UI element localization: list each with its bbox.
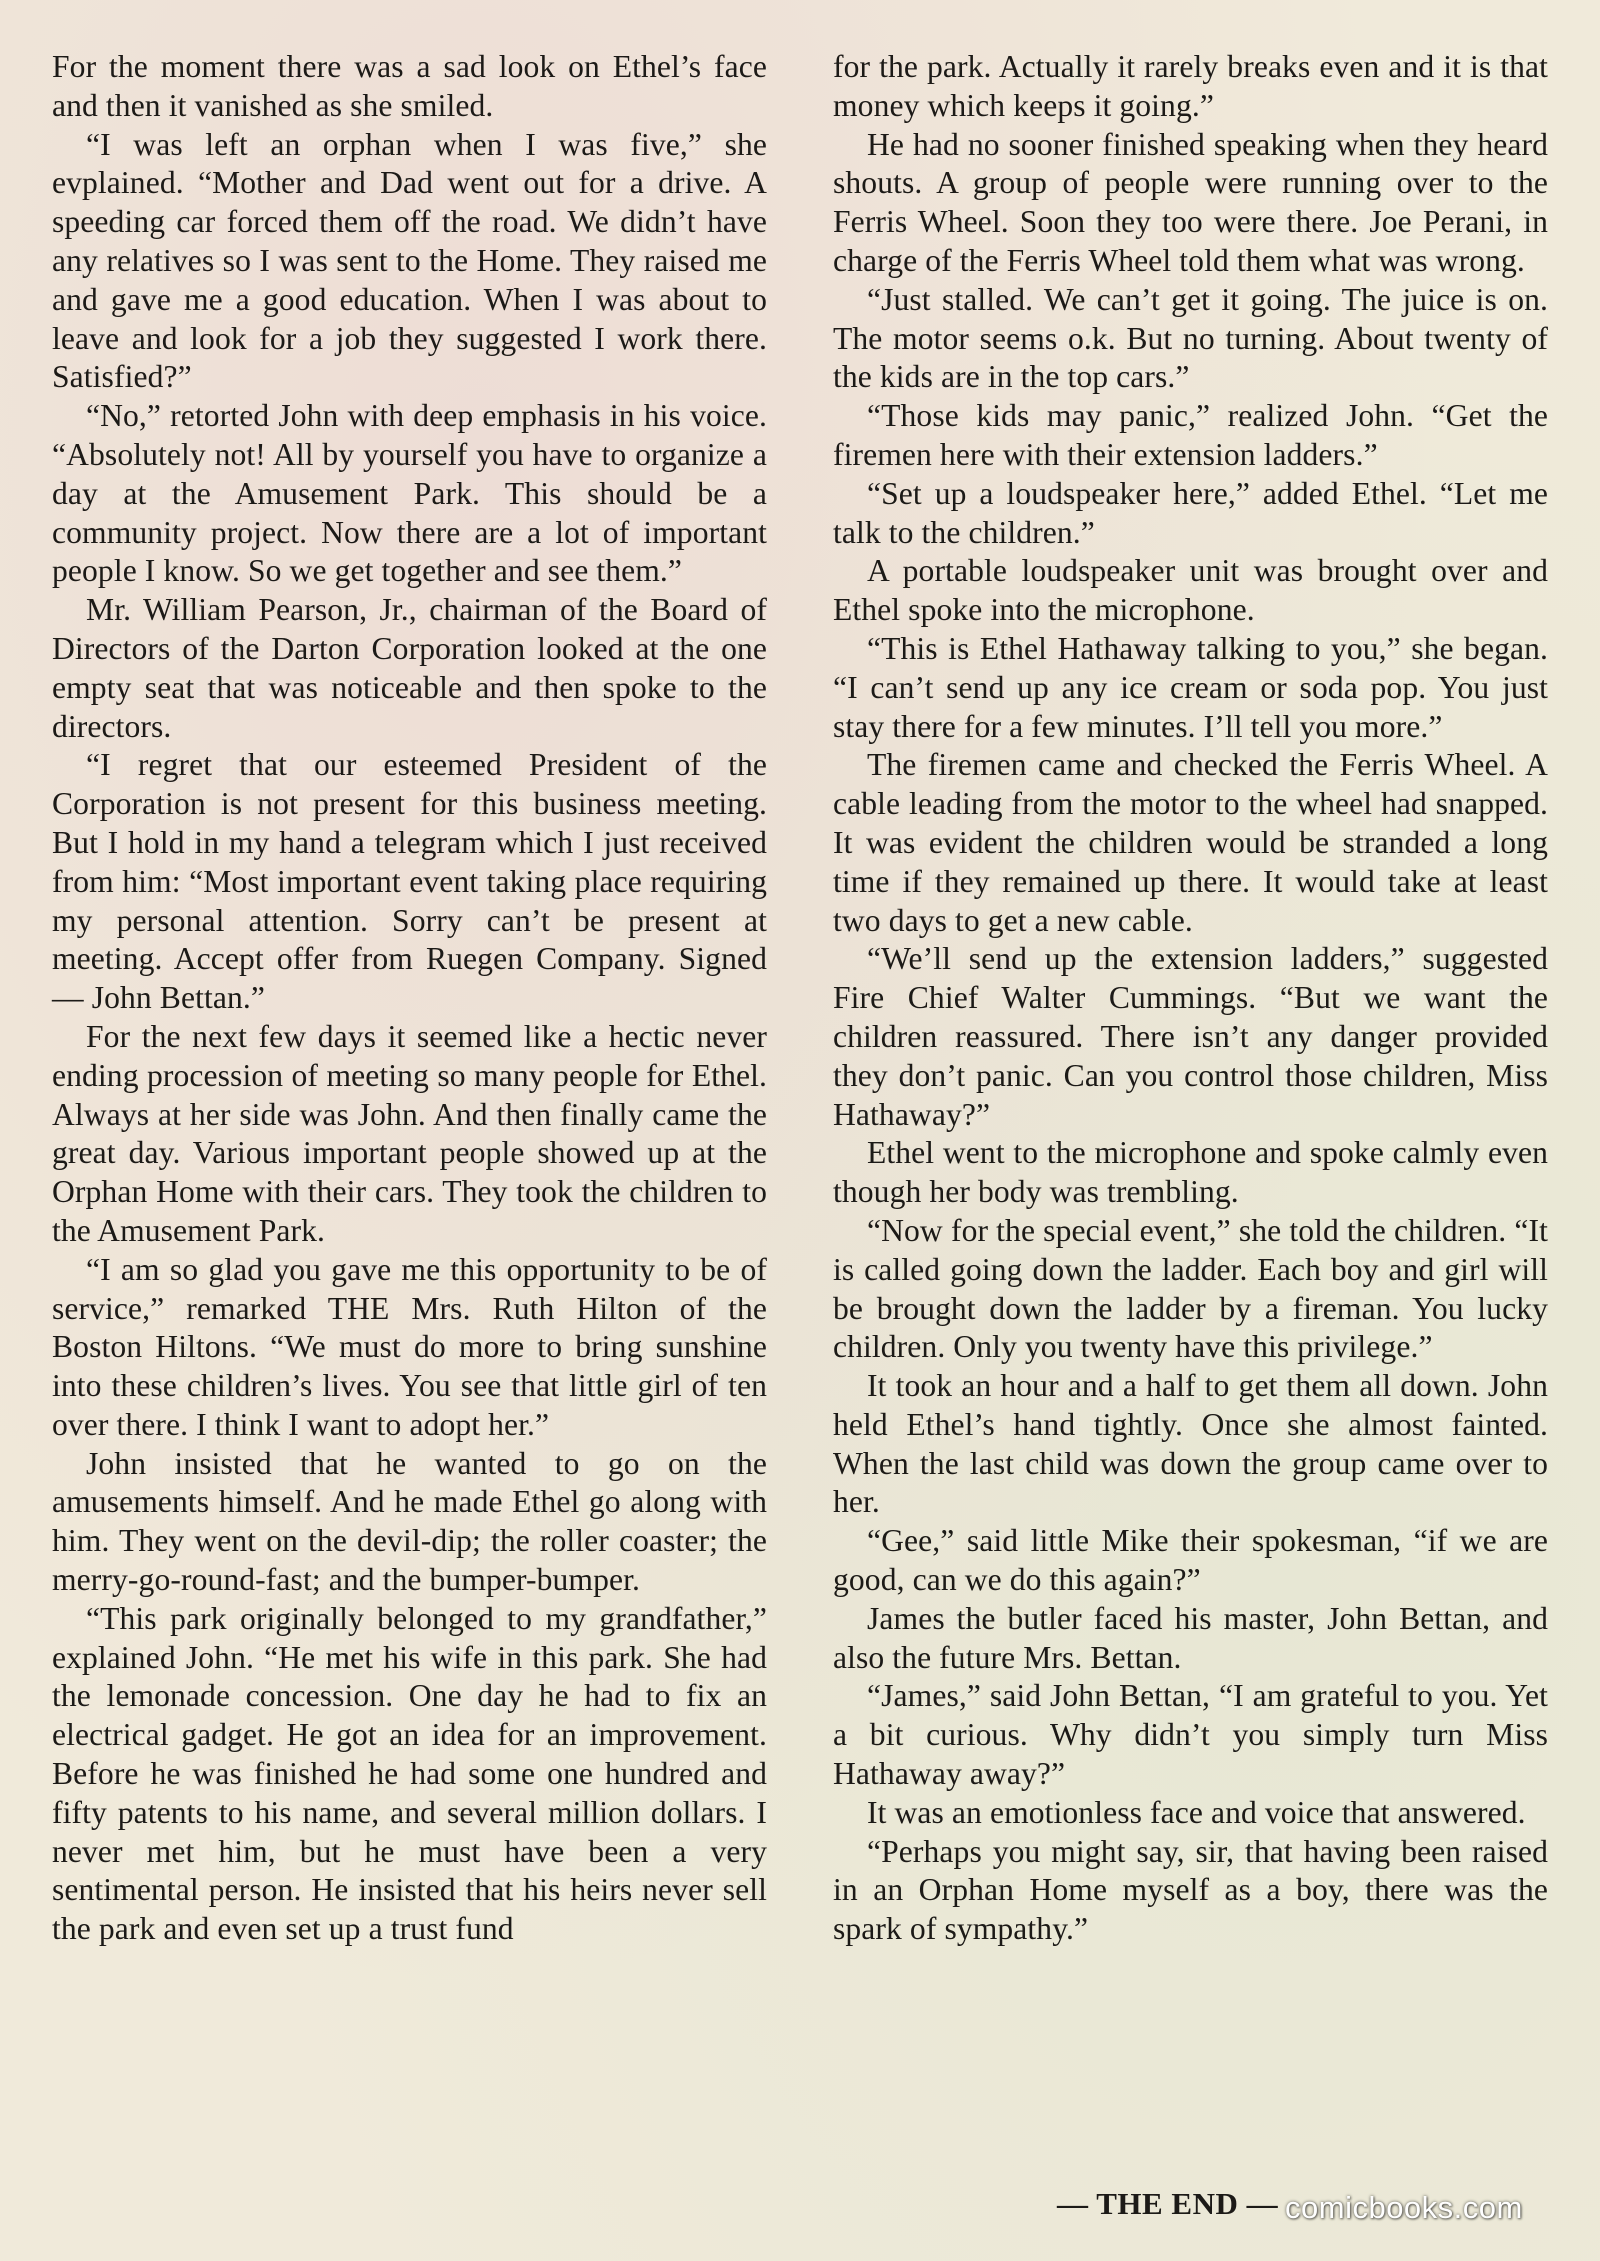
the-end-mark: — THE END — bbox=[1057, 2186, 1279, 2221]
paragraph: It took an hour and a half to get them all down. John held Ethel’s hand tightly. Once she almost fainted. When the last child was down the group came over to her. bbox=[833, 1368, 1548, 1520]
paragraph: “Set up a loudspeaker here,” added Ethel. “Let me talk to the children.” bbox=[833, 475, 1548, 550]
site-watermark: comicbooks.com bbox=[1285, 2190, 1523, 2225]
paragraph: “James,” said John Bettan, “I am grateful to you. Yet a bit curious. Why didn’t you simply turn Miss Hathaway away?” bbox=[833, 1678, 1548, 1792]
paragraph: A portable loudspeaker unit was brought over and Ethel spoke into the microphone. bbox=[833, 553, 1548, 628]
paragraph: For the moment there was a sad look on Ethel’s face and then it vanished as she smiled. bbox=[52, 49, 767, 123]
paragraph: It was an emotionless face and voice that answered. bbox=[867, 1794, 1526, 1830]
paragraph: “We’ll send up the extension ladders,” suggested Fire Chief Walter Cummings. “But we want the children reassured. There isn’t any danger provided they don’t panic. Can you control those children, Miss Hathaway?” bbox=[833, 941, 1548, 1132]
paragraph: “Those kids may panic,” realized John. “Get the firemen here with their extension ladders.” bbox=[833, 398, 1548, 472]
paragraph: “I regret that our esteemed President of the Corporation is not present for this business meeting. But I hold in my hand a telegram which I just received from him: “Most important event taking place requiring my personal attention. Sorry can’t be present at meeting. Accept offer from Ruegen Company. Signed — John Bettan.” bbox=[52, 747, 767, 1016]
paragraph: “This is Ethel Hathaway talking to you,” she began. “I can’t send up any ice cream or soda pop. You just stay there for a few minutes. I’ll tell you more.” bbox=[833, 630, 1548, 744]
paragraph: for the park. Actually it rarely breaks even and it is that money which keeps it going.” bbox=[833, 49, 1548, 123]
paragraph: James the butler faced his master, John Bettan, and also the future Mrs. Bettan. bbox=[833, 1600, 1548, 1675]
paragraph: “Now for the special event,” she told the children. “It is called going down the ladder. Each boy and girl will be brought down the ladder by a fireman. You lucky children. Only you twenty have this privilege.” bbox=[833, 1212, 1548, 1365]
paragraph: He had no sooner finished speaking when they heard shouts. A group of people were running over to the Ferris Wheel. Soon they too were there. Joe Perani, in charge of the Ferris Wheel told them what was wrong. bbox=[833, 126, 1548, 278]
paragraph: “Just stalled. We can’t get it going. The juice is on. The motor seems o.k. But no turning. About twenty of the kids are in the top cars.” bbox=[833, 281, 1548, 395]
paragraph: “I am so glad you gave me this opportunity to be of service,” remarked THE Mrs. Ruth Hilton of the Boston Hiltons. “We must do more to bring sunshine into these children’s lives. You see that little girl of ten over there. I think I want to adopt her.” bbox=[52, 1251, 767, 1442]
right-text-column bbox=[833, 48, 1548, 1949]
paragraph: “Perhaps you might say, sir, that having been raised in an Orphan Home myself as a boy, there was the spark of sympathy.” bbox=[833, 1833, 1548, 1947]
paragraph: “This park originally belonged to my grandfather,” explained John. “He met his wife in this park. She had the lemonade concession. One day he had to fix an electrical gadget. He got an idea for an improvement. Before he was finished he had some one hundred and fifty patents to his name, and several million dollars. I never met him, but he must have been a very sentimental person. He insisted that his heirs never sell the park and even set up a trust fund bbox=[52, 1600, 767, 1947]
left-text-column bbox=[52, 48, 767, 1949]
paragraph: Mr. William Pearson, Jr., chairman of the Board of Directors of the Darton Corporation looked at the one empty seat that was noticeable and then spoke to the directors. bbox=[52, 592, 767, 744]
paragraph: John insisted that he wanted to go on the amusements himself. And he made Ethel go along with him. They went on the devil-dip; the roller coaster; the merry-go-round-fast; and the bumper-bumper. bbox=[52, 1445, 767, 1598]
paragraph: Ethel went to the microphone and spoke calmly even though her body was trembling. bbox=[833, 1135, 1548, 1210]
paragraph: “I was left an orphan when I was five,” she evplained. “Mother and Dad went out for a drive. A speeding car forced them off the road. We didn’t have any relatives so I was sent to the Home. They raised me and gave me a good education. When I was about to leave and look for a job they suggested I work there. Satisfied?” bbox=[52, 126, 767, 395]
paragraph: For the next few days it seemed like a hectic never ending procession of meeting so many people for Ethel. Always at her side was John. And then finally came the great day. Various important people showed up at the Orphan Home with their cars. They took the children to the Amusement Park. bbox=[52, 1018, 767, 1248]
paragraph: “No,” retorted John with deep emphasis in his voice. “Absolutely not! All by yourself you have to organize a day at the Amusement Park. This should be a community project. Now there are a lot of important people I know. So we get together and see them.” bbox=[52, 398, 767, 589]
paragraph: “Gee,” said little Mike their spokesman, “if we are good, can we do this again?” bbox=[833, 1523, 1548, 1598]
paragraph: The firemen came and checked the Ferris Wheel. A cable leading from the motor to the wheel had snapped. It was evident the children would be stranded a long time if they remained up there. It would take at least two days to get a new cable. bbox=[833, 747, 1548, 938]
